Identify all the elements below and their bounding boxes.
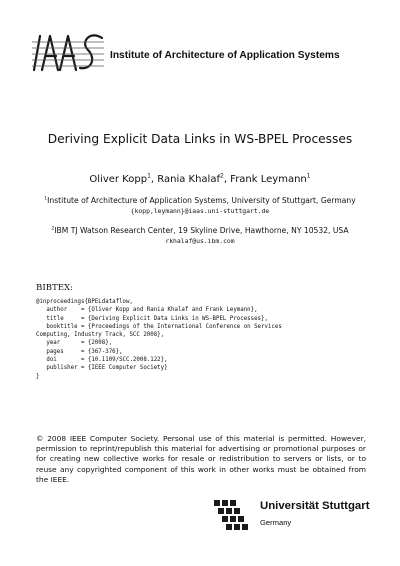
copyright-notice: © 2008 IEEE Computer Society. Personal use of this material is permitted. However, permission to reprint/republish this material for advertising or promotional purposes or for creating new collective works for resale or redistribution to servers or lists, or to reuse any copyrighted component of this work in other works must be obtained from the IEEE. <box>36 434 366 484</box>
author-name: Frank Leymann <box>230 174 307 185</box>
author-affiliation-mark: 2 <box>219 172 224 180</box>
author-name: Oliver Kopp <box>89 174 148 185</box>
bibtex-line: @inproceedings{BPELdataflow, <box>36 299 133 305</box>
bibtex-line: booktitle = {Proceedings of the International Conference on Services <box>36 323 282 330</box>
affiliation-text: IBM TJ Watson Research Center, 19 Skyline Drive, Hawthorne, NY 10532, USA <box>54 226 349 235</box>
institute-name: Institute of Architecture of Application Systems <box>110 50 340 61</box>
bibtex-line: author = {Oliver Kopp and Rania Khalaf and Frank Leymann}, <box>36 307 258 314</box>
bibtex-line: Computing, Industry Track, SCC 2008}, <box>36 332 165 339</box>
bibtex-label: BIBTEX: <box>36 283 74 293</box>
affiliation-text: Institute of Architecture of Application Systems, University of Stuttgart, Germany <box>47 196 356 205</box>
bibtex-line: doi = {10.1109/SCC.2008.122}, <box>36 357 168 364</box>
bibtex-entry <box>36 298 282 381</box>
affiliation-mark: 1 <box>44 196 48 202</box>
affiliation-email: rkhalaf@us.ibm.com <box>165 237 235 245</box>
affiliation-mark: 2 <box>51 226 55 232</box>
university-country: Germany <box>260 518 292 527</box>
university-emblem-icon <box>212 496 252 536</box>
author-affiliation-mark: 1 <box>147 172 151 180</box>
affiliation-1 <box>0 196 400 216</box>
author-name: Rania Khalaf <box>157 174 220 185</box>
iaas-logo <box>30 30 106 74</box>
author-list: Oliver Kopp$^1$, Rania Khalaf$^2$, Frank Leymann$^1$ <box>89 172 311 185</box>
paper-title: Deriving Explicit Data Links in WS-BPEL Processes <box>47 132 353 146</box>
author-affiliation-mark: 1 <box>306 172 311 180</box>
bibtex-line: year = {2008}, <box>36 340 113 347</box>
bibtex-line: publisher = {IEEE Computer Society} <box>36 365 168 372</box>
bibtex-line: title = {Deriving Explicit Data Links in WS-BPEL Processes}, <box>36 315 268 322</box>
university-name: Universität Stuttgart <box>260 500 370 512</box>
affiliation-email: {kopp,leymann}@iaas.uni-stuttgart.de <box>130 207 270 215</box>
bibtex-line: } <box>36 373 40 380</box>
bibtex-line: pages = {367-376}, <box>36 348 123 355</box>
affiliation-2 <box>0 226 400 246</box>
